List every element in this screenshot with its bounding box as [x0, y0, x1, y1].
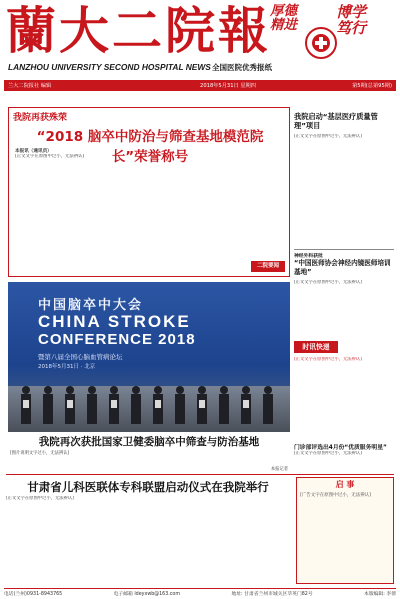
right-article-3-body: [正文文字在原图中过小，无法辨认] [294, 451, 362, 456]
hospital-logo-icon [304, 26, 338, 60]
photo-credit: 本报记者 [270, 467, 288, 472]
bottom-article-body: [正文文字在原图中过小，无法辨认] [6, 496, 74, 501]
right-article-2-body: [正文文字在原图中过小，无法辨认] [294, 280, 362, 285]
footer-editor: 本版编辑: 李倩 [364, 592, 396, 597]
news-express-header: 时讯快递 [294, 341, 338, 353]
bottom-article-headline: 甘肃省儿科医联体专科联盟启动仪式在我院举行 [27, 480, 269, 494]
lead-body-text: [正文文字在原图中过小，无法辨认] [15, 154, 85, 159]
people-on-stage-icon [14, 382, 284, 426]
award-label: 全国医院优秀报纸 [212, 63, 272, 72]
footer-address: 地址: 甘肃省兰州市城关区萃英门82号 [231, 592, 313, 597]
section-badge: 二院要闻 [251, 261, 285, 272]
issue-publisher: 兰大二院报社 编辑 [8, 83, 52, 89]
lead-headline: “2018 脑卒中防治与筛查基地模范院长”荣誉称号 [36, 129, 264, 165]
lead-article [8, 107, 290, 277]
photo-caption: [图片说明文字过小，无法辨认] [10, 451, 70, 456]
news-express-body: [正文文字在原图中过小，无法辨认] [294, 357, 362, 362]
photo-banner-english-2: CONFERENCE 2018 [38, 331, 196, 348]
issue-number: 第5期(总第95期) [352, 83, 392, 89]
conference-photo [8, 282, 290, 432]
newspaper-english-title: LANZHOU UNIVERSITY SECOND HOSPITAL NEWS [8, 62, 211, 72]
issue-date: 2018年5月31日 星期四 [200, 83, 256, 89]
photo-banner-date: 2018年5月31日 · 北京 [38, 364, 96, 370]
lead-kicker: 我院再获殊荣 [13, 113, 68, 123]
right-article-2-headline: “中国医师协会神经内镜医师培训基地” [294, 259, 391, 276]
notice-headline: 启 事 [335, 480, 355, 489]
motto-left: 厚德精进 [270, 3, 297, 33]
photo-banner-chinese: 中国脑卒中大会 [38, 298, 144, 313]
lead-byline: 本报讯（通讯员） [15, 149, 52, 154]
issue-info-bar [4, 80, 396, 91]
photo-banner-english-1: CHINA STROKE [38, 312, 191, 331]
motto-right: 博学笃行 [336, 3, 367, 37]
right-article-1-headline: 我院启动“基层医疗质量管理”项目 [294, 112, 378, 130]
footer-email: 电子邮箱 ldeyxwb@163.com [113, 592, 181, 597]
column-divider [294, 249, 394, 250]
newspaper-title: 蘭大二院報 [6, 1, 271, 60]
photo-banner-subtitle: 暨第八届全国心脑血管病论坛 [38, 353, 123, 361]
right-article-1-body: [正文文字在原图中过小，无法辨认] [294, 134, 362, 139]
page-footer [4, 588, 396, 597]
footer-phone: 电话(兰州)0931-8943765 [4, 592, 63, 597]
section-divider [6, 474, 394, 475]
right-article-2-kicker: 神经外科获批 [294, 254, 323, 259]
photo-headline: 我院再次获批国家卫健委脑卒中筛查与防治基地 [38, 436, 260, 448]
notice-body: [广告文字在原图中过小，无法辨认] [300, 493, 372, 498]
right-article-3-headline: 门诊部评选出4月份“优质服务明星” [294, 445, 387, 451]
